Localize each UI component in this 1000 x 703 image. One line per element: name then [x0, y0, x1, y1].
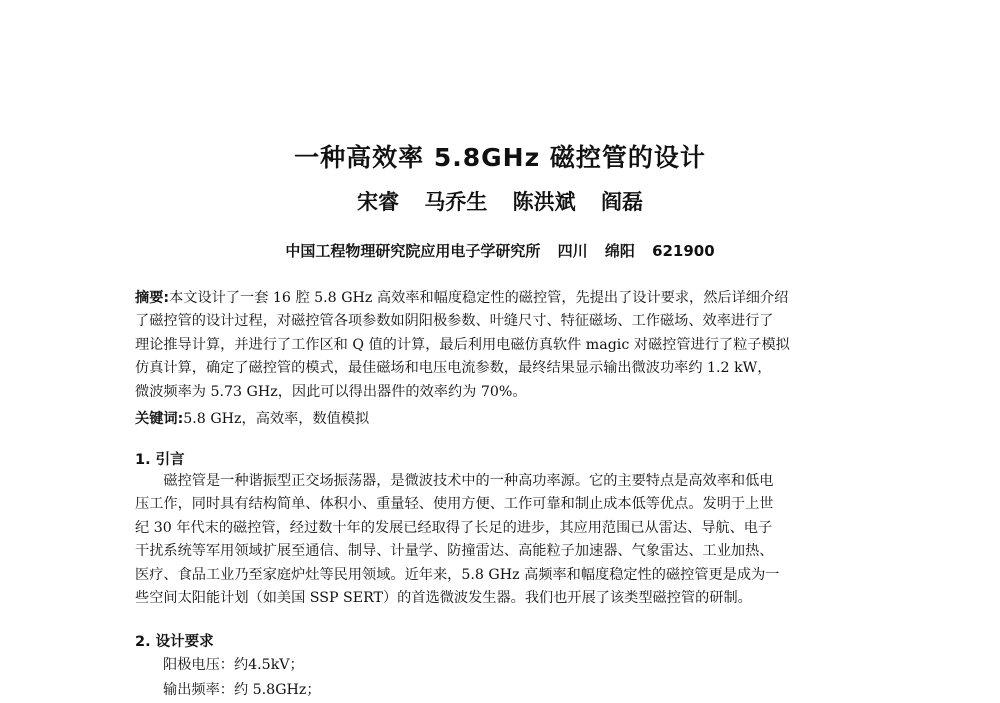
- paper-title: 一种高效率 5.8GHz 磁控管的设计: [294, 143, 706, 172]
- abstract-label: 摘要:: [135, 290, 170, 306]
- affiliation-province: 四川: [557, 242, 588, 260]
- abstract-line: 仿真计算，确定了磁控管的模式，最佳磁场和电压电流参数，最终结果显示输出微波功率约 1.2 kW，: [135, 360, 772, 377]
- affiliation-postcode: 621900: [652, 242, 715, 260]
- keywords-text: 5.8 GHz，高效率，数值模拟: [183, 411, 370, 427]
- abstract: [135, 287, 880, 404]
- paragraph-line: 些空间太阳能计划（如美国 SSP SERT）的首选微波发生器。我们也开展了该类型磁控管的研制。: [135, 590, 752, 607]
- paragraph-line: 磁控管是一种谐振型正交场振荡器，是微波技术中的一种高功率源。它的主要特点是高效率和低电: [163, 473, 774, 489]
- abstract-line: 了磁控管的设计过程，对磁控管各项参数如阴阳极参数、叶缝尺寸、特征磁场、工作磁场、效率进行了: [135, 313, 774, 330]
- abstract-line: 微波频率为 5.73 GHz，因此可以得出器件的效率约为 70%。: [135, 383, 527, 400]
- affiliation-city: 绵阳: [604, 242, 635, 260]
- author-name: 陈洪斌: [512, 190, 576, 214]
- abstract-line: 理论推导计算，并进行了工作区和 Q 值的计算，最后利用电磁仿真软件 magic 对磁控管进行了粒子模拟: [135, 336, 790, 353]
- paragraph-line: 纪 30 年代末的磁控管，经过数十年的发展已经取得了长足的进步，其应用范围已从雷达、导航、电子: [135, 519, 773, 536]
- author-name: 宋睿: [357, 190, 400, 214]
- affiliation-institute: 中国工程物理研究院应用电子学研究所: [285, 242, 541, 260]
- keywords: [135, 408, 880, 431]
- requirement-item: 输出频率：约 5.8GHz；: [163, 682, 321, 698]
- keywords-label: 关键词:: [135, 411, 184, 427]
- requirement-item: 阳极电压：约4.5kV；: [163, 657, 304, 673]
- paragraph-line: 压工作，同时具有结构简单、体积小、重量轻、使用方便、工作可靠和制止成本低等优点。发明于上世: [135, 496, 774, 513]
- paragraph-line: 干扰系统等军用领域扩展至通信、制导、计量学、防撞雷达、高能粒子加速器、气象雷达、工业加热、: [135, 543, 774, 560]
- affiliation: [0, 240, 1000, 261]
- author-list: [0, 186, 1000, 216]
- author-name: 马乔生: [424, 190, 488, 214]
- paragraph-line: 医疗、食品工业乃至家庭炉灶等民用领域。近年来，5.8 GHz 高频率和幅度稳定性的磁控管更是成为一: [135, 566, 780, 583]
- section-heading-introduction: 1. 引言: [135, 452, 185, 468]
- section-introduction-body: [135, 470, 880, 610]
- author-name: 阎磊: [600, 190, 643, 214]
- section-heading-design-requirements: 2. 设计要求: [135, 634, 214, 650]
- abstract-line: 摘要:本文设计了一套 16 腔 5.8 GHz 高效率和幅度稳定性的磁控管，先提出了设计要求，然后详细介绍: [135, 290, 789, 306]
